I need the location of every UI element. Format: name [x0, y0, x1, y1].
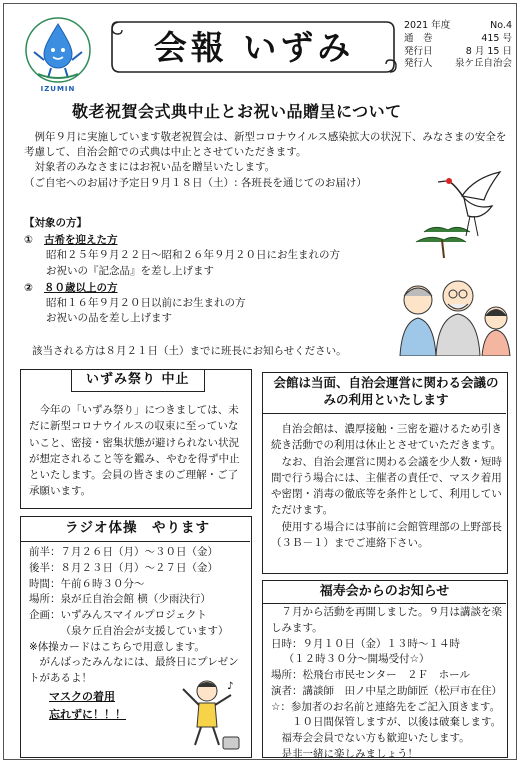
hall-paragraph: なお、自治会運営に関わる会議を少人数・短時間で行う場合には、主催者の責任で、マスク着用や密閉・消毒の徹底等を条件として、利用していただけます。 — [271, 455, 502, 517]
target-number: ① — [24, 234, 33, 247]
fukujukai-line: 是非一緒に楽しみましょう！ — [281, 747, 418, 760]
hall-usage-box — [262, 372, 508, 574]
target-heading: 【対象の方】 — [24, 217, 87, 229]
target-line: お祝いの品を差し上げます — [46, 312, 172, 325]
radio-line: 企画：いずみんスマイルプロジェクト — [29, 609, 207, 621]
publisher-label: 発行人 — [404, 58, 433, 70]
target-line: お祝いの『記念品』を差し上げます — [46, 264, 214, 277]
issue-number: No.4 — [490, 20, 512, 31]
mascot-logo — [18, 16, 98, 98]
intro-paragraph-3: （ご自宅へのお届け予定日９月１８日（土）: 各班長を通じてのお届け） — [24, 176, 367, 189]
fukujukai-line: ７月から活動を再開しました。９月は講談を楽しみます。 — [271, 606, 502, 634]
radio-line: 後半：８月２３日（月）～２７日（金） — [29, 561, 218, 574]
fukujukai-title: 福寿会からのお知らせ — [319, 584, 450, 599]
target-title: 古希を迎えた方 — [44, 234, 118, 247]
fukujukai-line: 場所：松飛台市民センター ２Ｆ ホール — [271, 669, 470, 681]
fukujukai-line: ☆：参加者のお名前と連絡先をご記入頂きます。 — [271, 700, 501, 713]
newsletter-page — [3, 3, 517, 760]
target-line: 昭和１６年９月２０日以前にお生まれの方 — [46, 297, 246, 310]
radio-exercise-box — [20, 516, 252, 758]
title-banner — [110, 16, 398, 78]
hall-paragraph: 使用する場合には事前に会館管理部の上野部長（３Ｂ－１）までご連絡下さい。 — [271, 520, 502, 549]
hall-usage-body — [271, 421, 503, 551]
logo-text: IZUMIN — [40, 85, 76, 93]
fukujukai-line: （１２時３０分～開場受付☆） — [283, 653, 430, 666]
radio-line: （泉ケ丘自治会が支援しています） — [60, 624, 229, 637]
intro-paragraph-2: 対象者のみなさまにはお祝い品を贈呈いたします。 — [24, 161, 276, 174]
hall-paragraph: 自治会館は、濃厚接触・三密を避けるため引き続き活動での利用は休止とさせていただきます。 — [271, 423, 502, 452]
family-illustration-icon — [392, 274, 516, 356]
date-value: 8 月 15 日 — [465, 45, 512, 57]
date-label: 発行日 — [404, 45, 433, 57]
target-item-1 — [24, 233, 404, 248]
target-line: 昭和２５年９月２２日～昭和２６年９月２０日にお生まれの方 — [46, 249, 340, 262]
festival-cancel-box — [20, 369, 252, 509]
divider — [263, 413, 506, 414]
newsletter-title: 会報 いずみ — [153, 28, 355, 67]
radio-title: ラジオ体操 やります — [65, 520, 210, 536]
hall-usage-title: 会館は当面、自治会運営に関わる会議のみの利用といたします — [273, 375, 499, 407]
crane-pine-icon — [404, 166, 512, 262]
divider — [21, 541, 250, 542]
fukujukai-line: 日時：９月１０日（金）１３時～１４時 — [271, 637, 460, 650]
fukujukai-box — [262, 580, 508, 758]
mask-reminder-2: 忘れずに！！！ — [49, 708, 126, 722]
water-drop-mascot-icon — [18, 16, 98, 84]
festival-tag: いずみ祭り 中止 — [71, 369, 205, 392]
fukujukai-line: １０日間保管しますが、以後は破棄します。 — [292, 716, 502, 729]
issue-year: 2021 年度 — [404, 20, 451, 31]
radio-line: 前半：７月２６日（月）～３０日（金） — [29, 546, 218, 558]
fukujukai-line: 演者：講談師 田ノ中星之助師匠（松戸市在住） — [271, 684, 502, 697]
child-exercise-icon — [177, 675, 243, 753]
svg-text:♪: ♪ — [227, 681, 234, 692]
deadline-notice: 該当される方は８月２１日（土）までに班長にお知らせください。 — [32, 345, 347, 357]
intro-paragraph-1: 例年９月に実施しています敬老祝賀会は、新型コロナウイルス感染拡大の状況下、みなさまの安全を考慮して、自治会館での式典は中止とさせていただきます。 — [24, 131, 507, 159]
target-list — [24, 216, 404, 327]
mask-reminder-1: マスクの着用 — [49, 689, 115, 703]
fukujukai-line: 福寿会会員でない方も歓迎いたします。 — [281, 732, 470, 744]
target-number: ② — [24, 281, 33, 294]
festival-body: 今年の「いずみ祭り」につきましては、未だに新型コロナウイルスの収束に至っていないこと、密接・密集状態が避けられない状況が想定されること等を鑑み、やむを得ず中止といたします。会員の皆さまのご理解・ご了承願います。 — [29, 404, 240, 498]
radio-line: 場所：泉が丘自治会館 横（少雨決行） — [29, 593, 211, 606]
radio-line: 時間：午前６時３０分～ — [29, 577, 145, 590]
issue-info — [404, 20, 512, 71]
target-item-2 — [24, 281, 404, 296]
radio-line: がんばったみんなには、最終日にプレゼントがあるよ！ — [29, 656, 239, 684]
fukujukai-body — [271, 605, 503, 763]
target-title: ８０歳以上の方 — [44, 281, 118, 294]
radio-line: ※体操カードはこちらで用意します。 — [29, 640, 205, 653]
divider — [263, 603, 506, 604]
tsukan-label: 通 巻 — [404, 32, 433, 44]
publisher-value: 泉ケ丘自治会 — [454, 58, 512, 70]
article-headline: 敬老祝賀会式典中止とお祝い品贈呈について — [72, 102, 402, 121]
tsukan-value: 415 号 — [481, 32, 512, 44]
